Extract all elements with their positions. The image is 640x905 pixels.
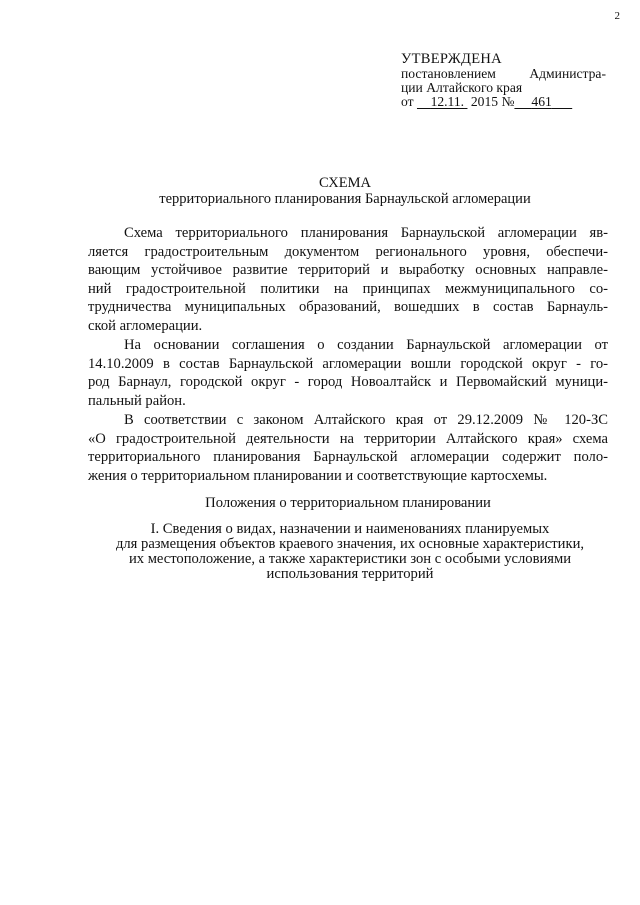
paragraph-line: род Барнаул, городской округ - город Новоалтайск и Первомайский муници- <box>88 374 608 390</box>
paragraph-line: В соответствии с законом Алтайского края от 29.12.2009 № 120-ЗС <box>124 412 608 428</box>
paragraph-line: территориального планирования Барнаульской агломерации содержит поло- <box>88 449 608 465</box>
section-title: Положения о территориальном планировании <box>205 495 491 511</box>
approval-line-1-left: постановлением <box>401 66 496 81</box>
approval-number-text: 461 <box>531 94 552 109</box>
paragraph-line: вающим устойчивое развитие территорий и выработку основных направле- <box>88 262 608 278</box>
approval-title: УТВЕРЖДЕНА <box>401 51 502 67</box>
paragraph-line: ний градостроительной политики на принципах межмуниципального со- <box>88 280 608 297</box>
approval-date-day <box>417 94 467 109</box>
document-subtitle: территориального планирования Барнаульской агломерации <box>159 191 531 207</box>
approval-date-year: 2015 № <box>470 94 515 109</box>
paragraph-line: На основании соглашения о создании Барнаульской агломерации от <box>124 337 608 353</box>
approval-line-1 <box>401 67 606 81</box>
subsection-line: для размещения объектов краевого значения, их основные характеристики, <box>115 536 585 552</box>
subsection-line: их местоположение, а также характеристики зон с особыми условиями <box>128 551 572 567</box>
paragraph-line: 14.10.2009 в состав Барнаульской агломерации вошли городской округ - го- <box>88 355 608 372</box>
paragraph-line: «О градостроительной деятельности на территории Алтайского края» схема <box>88 430 608 447</box>
subsection-line: использования территорий <box>266 566 434 582</box>
paragraph-line: трудничества муниципальных образований, вошедших в состав Барнауль- <box>88 299 608 315</box>
paragraph-2 <box>88 336 608 410</box>
approval-date-day-text: 12.11. <box>430 94 465 109</box>
paragraph-line: пальный район. <box>88 392 186 409</box>
approval-date-prefix: от <box>401 94 414 109</box>
approval-date-line <box>401 95 606 109</box>
paragraph-line: ской агломерации. <box>88 317 203 334</box>
approval-stamp <box>401 52 606 109</box>
subsection-heading <box>80 522 620 582</box>
approval-line-1-right: Администра- <box>529 66 606 81</box>
subsection-line: I. Сведения о видах, назначении и наименованиях планируемых <box>150 521 550 537</box>
paragraph-1 <box>88 224 608 335</box>
approval-number <box>514 94 572 109</box>
page-number: 2 <box>614 10 620 22</box>
paragraph-3 <box>88 411 608 485</box>
document-title: СХЕМА <box>319 175 371 191</box>
document-heading <box>60 175 630 207</box>
approval-line-2: ции Алтайского края <box>401 80 523 95</box>
paragraph-line: жения о территориальном планировании и соответствующие картосхемы. <box>88 467 548 484</box>
paragraph-line: Схема территориального планирования Барнаульской агломерации яв- <box>124 225 608 241</box>
paragraph-line: ляется градостроительным документом регионального уровня, обеспечи- <box>88 243 608 260</box>
